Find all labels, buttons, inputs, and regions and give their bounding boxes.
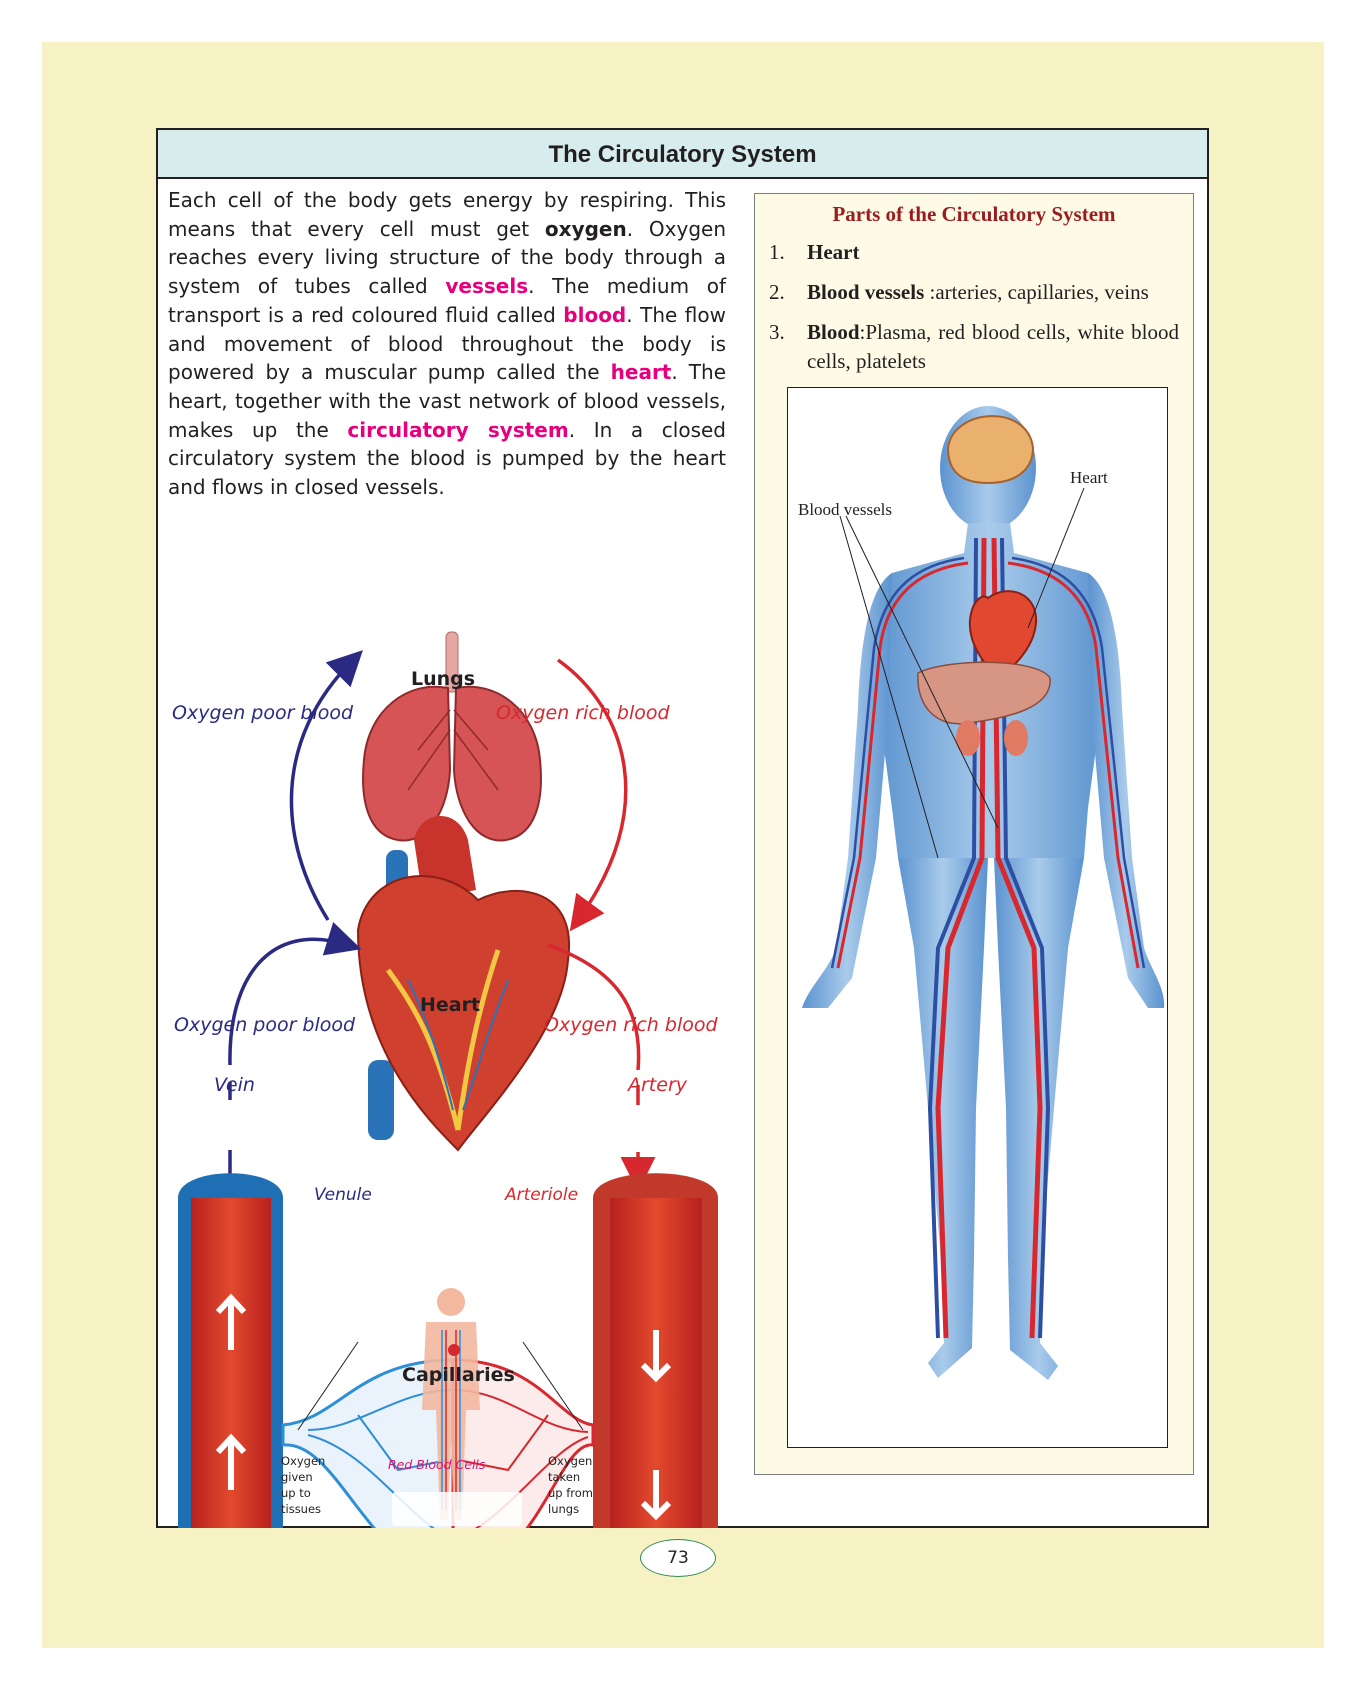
rbc-left-line: Oxygen bbox=[281, 1454, 326, 1468]
parts-item-desc: :arteries, capillaries, veins bbox=[924, 280, 1149, 304]
rbc-right-line: Oxygen bbox=[548, 1454, 593, 1468]
rbc-left-caption bbox=[281, 1453, 325, 1517]
intro-text: . The heart, together with the vast network of blood vessels, makes up the bbox=[168, 360, 726, 442]
lungs-illustration bbox=[363, 632, 541, 840]
rbc-left-line: given bbox=[281, 1470, 313, 1484]
vein-label: Vein bbox=[214, 1074, 255, 1096]
page-title: The Circulatory System bbox=[158, 130, 1207, 179]
parts-item-term: Blood vessels bbox=[807, 280, 925, 304]
page-number: 73 bbox=[640, 1539, 716, 1577]
intro-text: . The flow and movement of blood throughout the body is powered by a muscular pump called the bbox=[168, 302, 726, 385]
human-body-illustration bbox=[788, 388, 1167, 1447]
vein-tube bbox=[178, 1173, 283, 1528]
oxygen-rich-label-top: Oxygen rich blood bbox=[496, 702, 670, 724]
intro-text: . Oxygen reaches every living structure of the body through a system of tubes called bbox=[168, 216, 726, 299]
intro-paragraph bbox=[168, 186, 726, 502]
rbc-right-line: up from bbox=[548, 1486, 594, 1500]
term-heart: heart bbox=[610, 360, 672, 385]
capillaries-label: Capillaries bbox=[402, 1364, 515, 1386]
term-blood: blood bbox=[563, 302, 627, 327]
artery-label: Artery bbox=[628, 1074, 688, 1096]
parts-item-desc: :Plasma, red blood cells, white blood cells, platelets bbox=[807, 320, 1179, 373]
blood-vessels-label: Blood vessels bbox=[798, 500, 892, 519]
intro-text: . The medium of transport is a red coloured fluid called bbox=[168, 274, 726, 327]
content-frame bbox=[156, 128, 1209, 1528]
intro-text: Each cell of the body gets energy by respiring. This means that every cell must get bbox=[168, 188, 726, 241]
body-figure-panel bbox=[787, 387, 1168, 1448]
artery-tube bbox=[593, 1173, 718, 1528]
rbc-left-line: tissues bbox=[281, 1502, 322, 1516]
parts-item-term: Heart bbox=[807, 240, 860, 264]
heart-illustration bbox=[358, 816, 569, 1150]
parts-item-term: Blood bbox=[807, 320, 860, 344]
term-vessels: vessels bbox=[445, 274, 529, 299]
capillary-bed bbox=[283, 1288, 593, 1528]
rbc-left-line: up to bbox=[281, 1486, 311, 1500]
parts-item-number: 3. bbox=[769, 320, 785, 344]
venule-label: Venule bbox=[314, 1185, 372, 1205]
oxygen-poor-label-bottom: Oxygen poor blood bbox=[174, 1014, 356, 1036]
rbc-title: Red Blood Cells bbox=[388, 1457, 486, 1472]
rbc-right-line: taken bbox=[548, 1470, 581, 1484]
parts-item-number: 2. bbox=[769, 280, 785, 304]
parts-item-number: 1. bbox=[769, 240, 785, 264]
oxygen-rich-label-bottom: Oxygen rich blood bbox=[544, 1014, 718, 1036]
rbc-right-line: lungs bbox=[548, 1502, 580, 1516]
arteriole-label: Arteriole bbox=[505, 1185, 579, 1205]
lungs-label: Lungs bbox=[411, 668, 476, 690]
heart-label: Heart bbox=[420, 994, 481, 1016]
heart-figure-label: Heart bbox=[1070, 468, 1108, 487]
term-circulatory-system: circulatory system bbox=[347, 417, 569, 442]
intro-text: . In a closed circulatory system the blood is pumped by the heart and flows in closed vessels. bbox=[168, 417, 726, 500]
parts-title: Parts of the Circulatory System bbox=[832, 202, 1116, 226]
term-oxygen: oxygen bbox=[544, 216, 627, 241]
rbc-right-caption bbox=[548, 1453, 593, 1517]
parts-box bbox=[754, 193, 1194, 1475]
oxygen-poor-label-top: Oxygen poor blood bbox=[172, 702, 354, 724]
